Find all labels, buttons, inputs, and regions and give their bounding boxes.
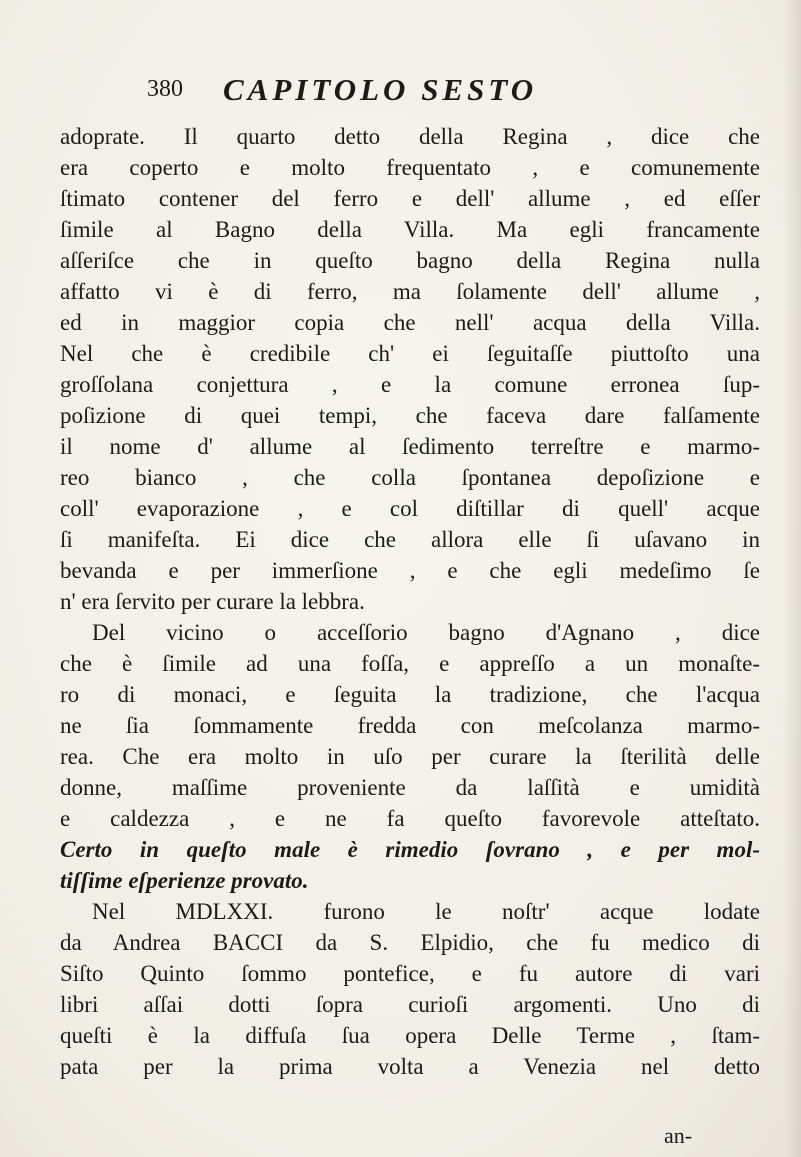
text-line: poſizione di quei tempi, che faceva dare falſamente — [60, 403, 760, 428]
text-line: da Andrea BACCI da S. Elpidio, che fu medico di — [60, 930, 760, 955]
catchword: an- — [664, 1123, 693, 1148]
text-line: libri aſſai dotti ſopra curioſi argomenti. Uno di — [60, 992, 760, 1017]
text-line: il nome d' allume al ſedimento terreſtre e marmo- — [60, 434, 760, 459]
text-line: aſſeriſce che in queſto bagno della Regina nulla — [60, 248, 760, 273]
text-line: Nel che è credibile ch' ei ſeguitaſſe piuttoſto una — [60, 341, 760, 366]
text-line: ſi manifeſta. Ei dice che allora elle ſi uſavano in — [60, 527, 760, 552]
text-line: reo bianco , che colla ſpontanea depoſizione e — [60, 465, 760, 490]
quote-line: Certo in queſto male è rimedio ſovrano , e per mol- — [60, 837, 760, 862]
text-line: rea. Che era molto in uſo per curare la ſterilità delle — [60, 744, 760, 769]
page-header — [147, 72, 707, 112]
page-edge-shadow — [783, 0, 801, 1157]
text-line: queſti è la diffuſa ſua opera Delle Terme , ſtam- — [60, 1023, 760, 1048]
text-line: ſimile al Bagno della Villa. Ma egli francamente — [60, 217, 760, 242]
text-line: ne ſia ſommamente fredda con meſcolanza marmo- — [60, 713, 760, 738]
text-line: Del vicino o acceſſorio bagno d'Agnano , dice — [92, 620, 760, 645]
text-line: ſtimato contener del ferro e dell' allume , ed eſſer — [60, 186, 760, 211]
text-line: ro di monaci, e ſeguita la tradizione, che l'acqua — [60, 682, 760, 707]
text-line: e caldezza , e ne fa queſto favorevole atteſtato. — [60, 806, 760, 831]
page-number: 380 — [147, 76, 183, 102]
text-line: pata per la prima volta a Venezia nel detto — [60, 1054, 760, 1079]
text-line: donne, maſſime proveniente da laſſità e umidità — [60, 775, 760, 800]
text-line: bevanda e per immerſione , e che egli medeſimo ſe — [60, 558, 760, 583]
text-line: era coperto e molto frequentato , e comunemente — [60, 155, 760, 180]
text-line: n' era ſervito per curare la lebbra. — [60, 589, 365, 614]
running-head: CAPITOLO SESTO — [223, 72, 538, 107]
quote-line: tiſſime eſperienze provato. — [60, 868, 309, 893]
text-line: adoprate. Il quarto detto della Regina , dice che — [60, 124, 760, 149]
text-line: Siſto Quinto ſommo pontefice, e fu autore di vari — [60, 961, 760, 986]
text-line: affatto vi è di ferro, ma ſolamente dell' allume , — [60, 279, 760, 304]
text-line: Nel MDLXXI. furono le noſtr' acque lodate — [92, 899, 760, 924]
text-line: groſſolana conjettura , e la comune erronea ſup- — [60, 372, 760, 397]
text-line: che è ſimile ad una foſſa, e appreſſo a un monaſte- — [60, 651, 760, 676]
text-line: coll' evaporazione , e col diſtillar di quell' acque — [60, 496, 760, 521]
text-line: ed in maggior copia che nell' acqua della Villa. — [60, 310, 760, 335]
